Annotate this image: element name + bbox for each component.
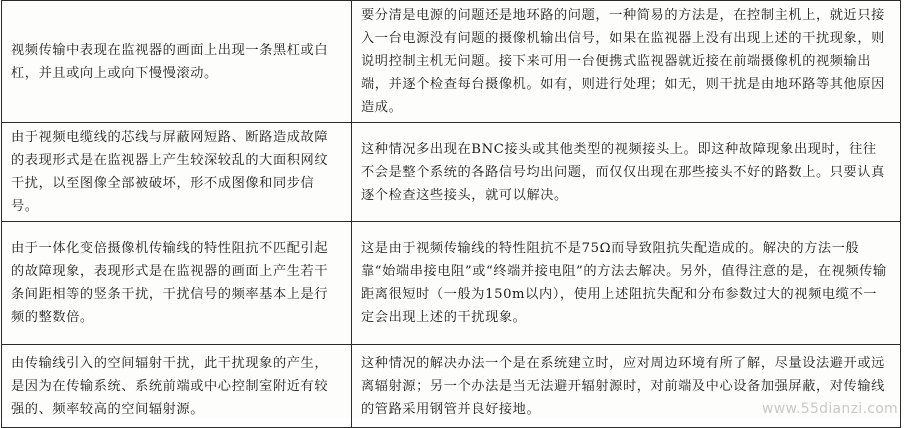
solution-cell: 这是由于视频传输线的特性阻抗不是75Ω而导致阻抗失配造成的。解决的方法一般靠“始端串接电阻”或“终端并接电阻”的方法去解决。另外，值得注意的是，在视频传输距离很短时（一般为150m以内），使用上述阻抗失配和分布参数过大的视频电缆不一定会出现上述的干扰现象。 — [352, 222, 901, 345]
phenomenon-cell: 视频传输中表现在监视器的画面上出现一条黑杠或白杠，并且或向上或向下慢慢滚动。 — [2, 1, 352, 123]
watermark: www.55dianzi.com — [762, 401, 898, 417]
phenomenon-cell: 由于一体化变倍摄像机传输线的特性阻抗不匹配引起的故障现象，表现形式是在监视器的画面上产生若干条间距相等的竖条干扰，干扰信号的频率基本上是行频的整数倍。 — [2, 222, 352, 345]
phenomenon-cell: 由于视频电缆线的芯线与屏蔽网短路、断路造成故障的表现形式是在监视器上产生较深较乱的大面积网纹干扰，以至图像全部被破坏，形不成图像和同步信号。 — [2, 123, 352, 222]
table-row — [2, 222, 901, 345]
phenomenon-cell: 由传输线引入的空间辐射干扰，此干扰现象的产生，是因为在传输系统、系统前端或中心控制室附近有较强的、频率较高的空间辐射源。 — [2, 345, 352, 428]
solution-cell: 要分清是电源的问题还是地环路的问题，一种简易的方法是，在控制主机上，就近只接入一台电源没有问题的摄像机输出信号，如果在监视器上没有出现上述的干扰现象，则说明控制主机无问题。接下来可用一台便携式监视器就近接在前端摄像机的视频输出端，并逐个检查每台摄像机。如有，则进行处理；如无，则干扰是由地环路等其他原因造成。 — [352, 1, 901, 123]
solution-cell: 这种情况的解决办法一个是在系统建立时，应对周边环境有所了解，尽量设法避开或远离辐射源；另一个办法是当无法避开辐射源时，对前端及中心设备加强屏蔽，对传输线的管路采用钢管并良好接地。 — [352, 345, 901, 428]
table-row — [2, 123, 901, 222]
solution-cell: 这种情况多出现在BNC接头或其他类型的视频接头上。即这种故障现象出现时，往往不会是整个系统的各路信号均出问题，而仅仅出现在那些接头不好的路数上。只要认真逐个检查这些接头，就可以解决。 — [352, 123, 901, 222]
fault-table — [1, 0, 901, 428]
table-row — [2, 1, 901, 123]
